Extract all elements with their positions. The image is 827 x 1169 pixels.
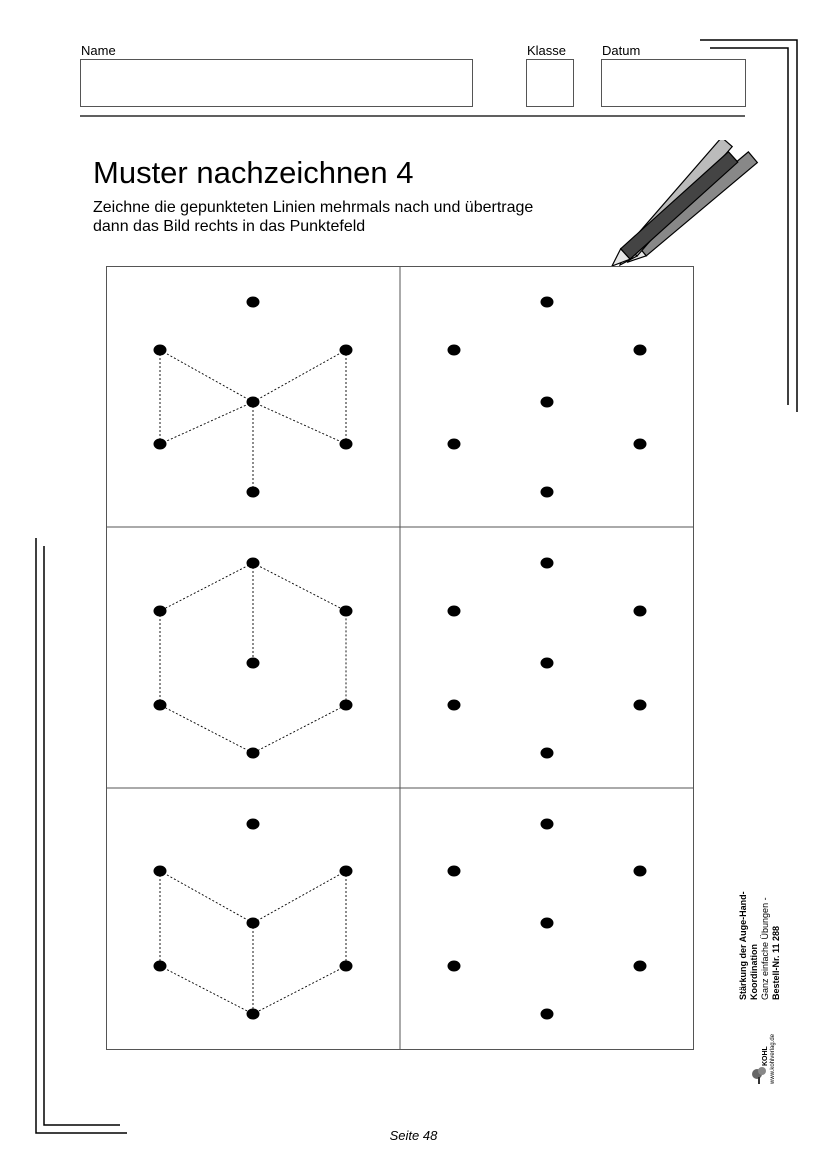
datum-field[interactable] [601, 59, 746, 107]
instruction-text [93, 198, 533, 236]
instruction-line-2: dann das Bild rechts in das Punktefeld [93, 218, 366, 235]
sidebar-line-1: Stärkung der Auge-Hand-Koordination [738, 891, 759, 1000]
klasse-field[interactable] [526, 59, 574, 107]
pattern-bowtie [154, 297, 353, 498]
publisher-sidebar [738, 870, 781, 1000]
publisher-name: KOHL [762, 1046, 769, 1066]
page-title: Muster nachzeichnen 4 [93, 155, 414, 190]
pattern-box [154, 819, 353, 1020]
exercise-grid [106, 266, 694, 1050]
publisher-url[interactable]: www.kohlverlag.de [770, 1033, 776, 1084]
page-number: Seite 48 [389, 1128, 438, 1143]
pencils-icon [590, 140, 760, 280]
kohl-verlag-logo [748, 1022, 778, 1086]
pattern-hexagon [154, 558, 353, 759]
name-field[interactable] [80, 59, 473, 107]
instruction-line-1: Zeichne die gepunkteten Linien mehrmals nach und übertrage [93, 199, 534, 216]
dot-field-1[interactable] [448, 297, 647, 498]
name-label: Name [81, 43, 116, 58]
dot-field-3[interactable] [448, 819, 647, 1020]
klasse-label: Klasse [527, 43, 567, 58]
sidebar-line-2: Ganz einfache Übungen - Bestell-Nr. 11 288 [760, 897, 781, 1000]
dot-field-2[interactable] [448, 558, 647, 759]
datum-label: Datum [602, 43, 641, 58]
